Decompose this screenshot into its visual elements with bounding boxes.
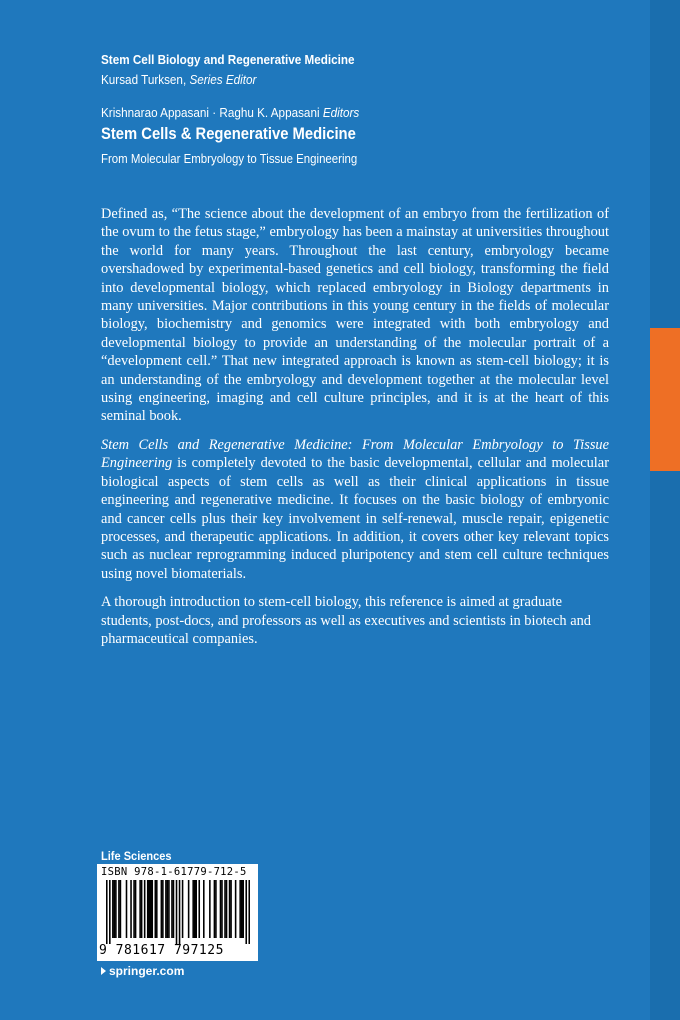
description [101, 205, 609, 658]
barcode-bar [106, 880, 108, 944]
barcode-bar [179, 880, 181, 944]
barcode-bar [135, 880, 137, 938]
barcode-bar [192, 880, 194, 938]
description-paragraph-1: Defined as, “The science about the development of an embryo from the fertilization of the ovum to the fetus stage,” embryology has been a mainstay at universities throughout the world for many years. Throughout the last century, embryology became overshadowed by experimental-based genetics and cell biology, transforming the field into developmental biology, which replaced embryology in Biology departments in many universities. Major contributions in this young century in the fields of molecular biology, biochemistry and genomics were integrated with both embryology and developmental biology to provide an understanding of the molecular portrait of a “development cell.” That new integrated approach is known as stem-cell biology; it is an understanding of the embryology and development together at the molecular level using engineering, imaging and cell culture principles, and it is at the heart of this seminal book. [101, 206, 609, 425]
barcode-bar [224, 880, 226, 938]
book-title: Stem Cells & Regenerative Medicine [101, 124, 356, 143]
subject-category: Life Sciences [101, 849, 172, 863]
barcode-bar [139, 880, 141, 938]
barcode-bar [144, 880, 146, 938]
description-paragraph-2-text: is completely devoted to the basic developmental, cellular and molecular biological aspects of stem cells as well as their clinical applications in tissue engineering and regenerative medicine. It focuses on the basic biology of embryonic and cancer cells plus their key involvement in self-renewal, muscle repair, epigenetic processes, and therapeutic applications. In addition, it covers other key relevant topics such as nuclear reprogramming induced pluripotency and stem cell culture techniques using novel biomaterials. [101, 455, 609, 582]
barcode-bar [156, 880, 158, 938]
arrow-right-icon [101, 967, 106, 975]
barcode-bar [221, 880, 223, 938]
barcode-bar [220, 880, 222, 938]
barcode-bar [203, 880, 205, 938]
barcode-bar [151, 880, 153, 938]
barcode-bar [239, 880, 241, 938]
barcode-bar [248, 880, 250, 944]
barcode-bar [209, 880, 211, 938]
barcode-bar [167, 880, 169, 938]
barcode-bar [188, 880, 190, 938]
series-title: Stem Cell Biology and Regenerative Medicine [101, 52, 355, 67]
barcode-bar [215, 880, 217, 938]
barcode-bar [161, 880, 163, 938]
barcode-bar [229, 880, 231, 938]
book-title-citation: Stem Cells and Regenerative Medicine: From Molecular Embryology to Tissue Engineering [101, 436, 609, 472]
barcode-bar [130, 880, 132, 938]
publisher-website[interactable] [101, 964, 184, 978]
barcode-bar [115, 880, 117, 938]
barcode-bar [141, 880, 143, 938]
book-editors-names: Krishnarao Appasani · Raghu K. Appasani [101, 105, 320, 120]
barcode-bar [242, 880, 244, 938]
series-editor-role: Series Editor [189, 72, 257, 87]
barcode-bar [171, 880, 173, 938]
accent-tab [650, 328, 680, 471]
barcode-bar [148, 880, 150, 938]
barcode-bar [176, 880, 178, 944]
description-paragraph-2 [101, 436, 609, 583]
barcode-bar [118, 880, 120, 938]
barcode-bar [126, 880, 128, 938]
publisher-website-label: springer.com [109, 964, 185, 978]
description-paragraph-3: A thorough introduction to stem-cell biology, this reference is aimed at graduate students, post-docs, and professors as well as executives and scientists in biotech and pharmaceutical companies. [101, 594, 591, 647]
book-editors-role: Editors [322, 105, 360, 120]
barcode-bar [155, 880, 157, 938]
barcode-bar [235, 880, 237, 938]
barcode-bar [133, 880, 135, 938]
barcode-bar [112, 880, 114, 938]
barcode-bar [150, 880, 152, 938]
barcode-bar [195, 880, 197, 938]
barcode-bar [182, 880, 184, 938]
isbn-number: ISBN 978-1-61779-712-5 [101, 866, 247, 878]
barcode-bar [241, 880, 243, 938]
barcode-bar [162, 880, 164, 938]
barcode-bar [245, 880, 247, 944]
isbn-barcode [97, 864, 258, 961]
book-editors [101, 105, 359, 120]
book-subtitle: From Molecular Embryology to Tissue Engineering [101, 151, 358, 166]
barcode-bar [198, 880, 200, 938]
barcode-bar [226, 880, 228, 938]
ean-digits: 9 781617 797125 [99, 943, 224, 958]
barcode-bar [114, 880, 116, 938]
series-editor-name: Kursad Turksen, [101, 72, 190, 87]
spine-edge-strip [650, 0, 680, 1020]
barcode-bar [230, 880, 232, 938]
barcode-bar [194, 880, 196, 938]
barcode-bars [106, 880, 250, 944]
series-editor [101, 72, 256, 87]
barcode-bar [120, 880, 122, 938]
barcode-bar [165, 880, 167, 938]
barcode-bar [147, 880, 149, 938]
barcode-bar [214, 880, 216, 938]
barcode-bar [168, 880, 170, 938]
barcode-bar [109, 880, 111, 944]
barcode-bar [173, 880, 175, 938]
